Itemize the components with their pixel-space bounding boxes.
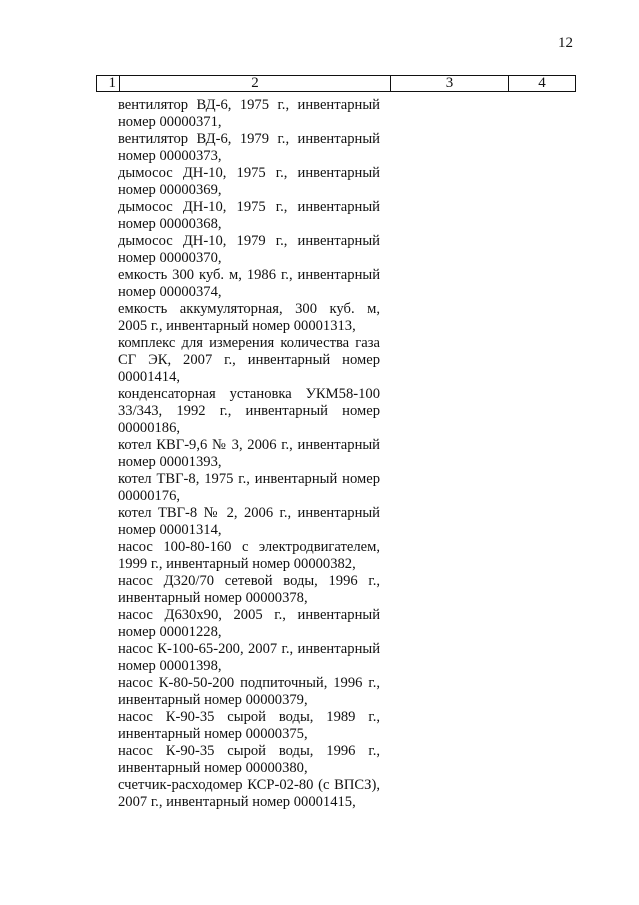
list-item-line: номер 00001398, (118, 658, 222, 674)
list-item-line: дымосос ДН-10, 1979 г., инвентарный (118, 233, 380, 249)
equipment-list (118, 97, 380, 811)
list-item-line: котел КВГ-9,6 № 3, 2006 г., инвентарный (118, 437, 380, 453)
list-item-line: 33/343, 1992 г., инвентарный номер (118, 403, 380, 419)
list-item-line: 00000186, (118, 420, 181, 436)
column-2-header: 2 (120, 76, 391, 92)
list-item-line: емкость 300 куб. м, 1986 г., инвентарный (118, 267, 380, 283)
list-item-line: насос Д320/70 сетевой воды, 1996 г., (118, 573, 380, 589)
list-item-line: номер 00001228, (118, 624, 222, 640)
list-item-line: инвентарный номер 00000378, (118, 590, 308, 606)
list-item (118, 335, 380, 386)
list-item-line: насос 100-80-160 с электродвигателем, (118, 539, 380, 555)
list-item (118, 607, 380, 641)
list-item (118, 743, 380, 777)
list-item-line: насос К-100-65-200, 2007 г., инвентарный (118, 641, 380, 657)
list-item (118, 505, 380, 539)
list-item-line: дымосос ДН-10, 1975 г., инвентарный (118, 199, 380, 215)
list-item-line: 2007 г., инвентарный номер 00001415, (118, 794, 356, 810)
list-item-line: номер 00001393, (118, 454, 222, 470)
column-1-header: 1 (97, 76, 120, 92)
list-item-line: номер 00000374, (118, 284, 222, 300)
list-item (118, 539, 380, 573)
list-item-line: инвентарный номер 00000375, (118, 726, 308, 742)
column-4-header: 4 (509, 76, 576, 92)
list-item-line: емкость аккумуляторная, 300 куб. м, (118, 301, 380, 317)
list-item-line: 1999 г., инвентарный номер 00000382, (118, 556, 356, 572)
list-item-line: номер 00001314, (118, 522, 222, 538)
list-item-line: насос К-80-50-200 подпиточный, 1996 г., (118, 675, 380, 691)
list-item-line: насос К-90-35 сырой воды, 1989 г., (118, 709, 380, 725)
list-item-line: номер 00000371, (118, 114, 222, 130)
list-item-line: номер 00000373, (118, 148, 222, 164)
list-item (118, 777, 380, 811)
list-item-line: номер 00000368, (118, 216, 222, 232)
list-item (118, 641, 380, 675)
list-item-line: 00001414, (118, 369, 181, 385)
list-item (118, 709, 380, 743)
list-item-line: котел ТВГ-8 № 2, 2006 г., инвентарный (118, 505, 380, 521)
list-item (118, 386, 380, 437)
list-item-line: вентилятор ВД-6, 1979 г., инвентарный (118, 131, 380, 147)
list-item-line: насос К-90-35 сырой воды, 1996 г., (118, 743, 380, 759)
list-item-line: конденсаторная установка УКМ58-100 (118, 386, 380, 402)
list-item-line: инвентарный номер 00000379, (118, 692, 308, 708)
list-item (118, 97, 380, 131)
list-item-line: СГ ЭК, 2007 г., инвентарный номер (118, 352, 380, 368)
list-item (118, 199, 380, 233)
list-item (118, 437, 380, 471)
list-item-line: 00000176, (118, 488, 181, 504)
list-item-line: номер 00000370, (118, 250, 222, 266)
list-item-line: комплекс для измерения количества газа (118, 335, 380, 351)
list-item (118, 471, 380, 505)
list-item (118, 573, 380, 607)
column-3-header: 3 (391, 76, 509, 92)
list-item (118, 675, 380, 709)
list-item-line: 2005 г., инвентарный номер 00001313, (118, 318, 356, 334)
list-item-line: вентилятор ВД-6, 1975 г., инвентарный (118, 97, 380, 113)
list-item (118, 165, 380, 199)
list-item-line: номер 00000369, (118, 182, 222, 198)
list-item (118, 267, 380, 301)
table-header (96, 75, 576, 92)
list-item-line: котел ТВГ-8, 1975 г., инвентарный номер (118, 471, 380, 487)
list-item (118, 233, 380, 267)
page-number: 12 (558, 35, 573, 51)
list-item (118, 301, 380, 335)
list-item (118, 131, 380, 165)
list-item-line: инвентарный номер 00000380, (118, 760, 308, 776)
list-item-line: дымосос ДН-10, 1975 г., инвентарный (118, 165, 380, 181)
list-item-line: насос Д630х90, 2005 г., инвентарный (118, 607, 380, 623)
table-header-row (97, 76, 576, 92)
list-item-line: счетчик-расходомер КСР-02-80 (с ВПСЗ), (118, 777, 380, 793)
